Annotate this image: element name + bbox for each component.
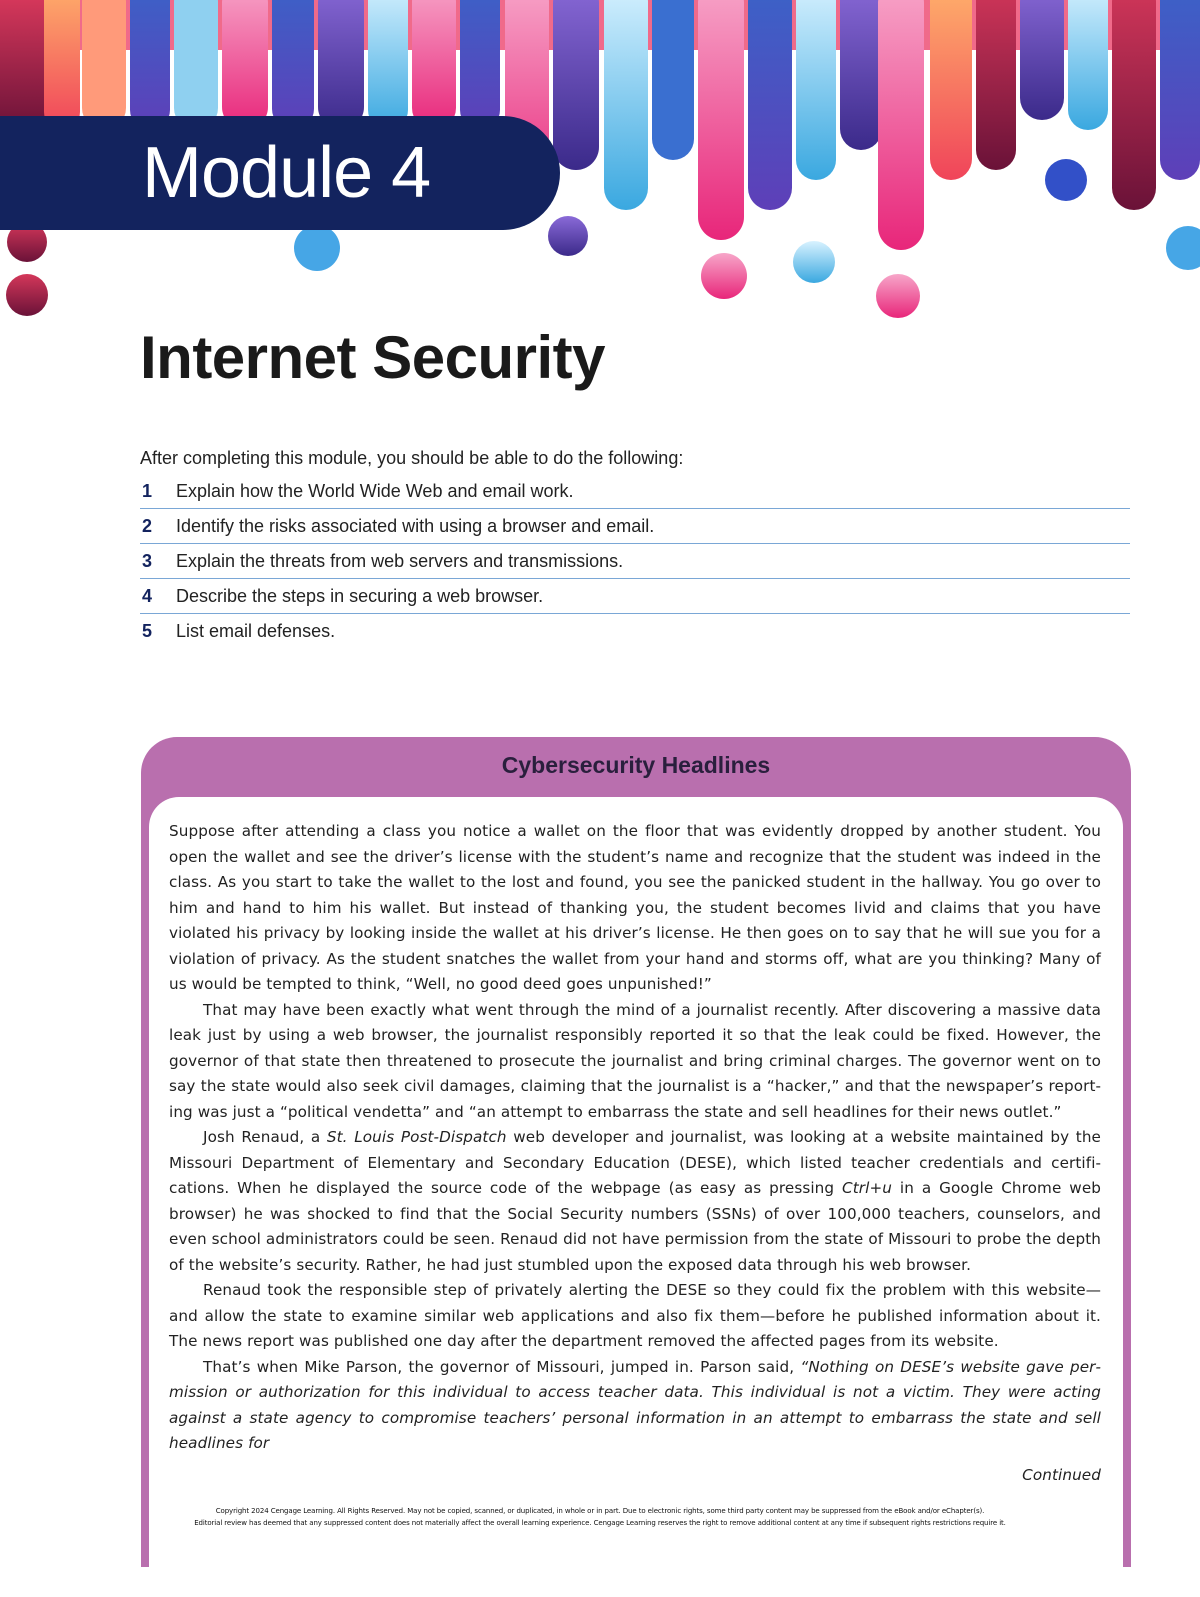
copyright-line: Editorial review has deemed that any suppressed content does not materially affect the overall learning experience. Cengage Learning reserves the right to remove additional content at any time if subsequent rights restrictions require it. [194,1519,1006,1527]
copyright-line: Copyright 2024 Cengage Learning. All Rights Reserved. May not be copied, scanned, or duplicated, in whole or in part. Due to electronic rights, some third party content may be suppressed from the eBook and/or eChapter(s). [215,1507,985,1515]
objective-item [140,614,1130,648]
objective-item [140,509,1130,544]
copyright-footer [0,1505,1200,1529]
objective-item [140,544,1130,579]
objective-item [140,474,1130,509]
objective-number: 1 [142,480,153,501]
headlines-title: Cybersecurity Headlines [501,752,771,778]
objective-text: Identify the risks associated with using a browser and email. [176,515,655,536]
objective-text: List email defenses. [176,620,336,641]
page-title: Internet Security [140,324,605,391]
story-paragraph [169,1125,1101,1278]
headlines-story [169,819,1101,1488]
objective-number: 5 [142,620,153,641]
objective-number: 4 [142,585,153,606]
headlines-box [141,737,1131,1567]
objective-text: Explain how the World Wide Web and email work. [176,480,574,501]
story-text: That’s when Mike Parson, the governor of Missouri, jumped in. Parson said, [203,1357,801,1376]
objective-item [140,579,1130,614]
story-paragraph [169,1355,1101,1457]
objective-number: 3 [142,550,153,571]
objective-text: Explain the threats from web servers and transmissions. [176,550,624,571]
objective-text: Describe the steps in securing a web browser. [176,585,544,606]
story-paragraph: That may have been exactly what went through the mind of a journalist recently. After discovering a massive data leak just by using a web browser, the journalist responsibly reported it so that the leak could be fixed. However, the governor of that state then threatened to prosecute the journalist and bring criminal charges. The governor went on to say the state would also seek civil damages, claiming that the journalist is a “hacker,” and that the newspaper’s reporting was just a “political vendetta” and “an attempt to embarrass the state and sell headlines for their news outlet.” [169,1000,1101,1121]
story-text: web developer and journalist, was looking at a website maintained by the Missouri Department of Elementary and Secondary Education (DESE), which listed teacher credentials and certifications. When he displayed the source code of the webpage (as easy as pressing [169,1128,1101,1197]
story-paragraph: Suppose after attending a class you notice a wallet on the floor that was evidently dropped by another student. You open the wallet and see the driver’s license with the student’s name and recognize that the student was indeed in the class. As you start to take the wallet to the lost and found, you see the panicked student in the hallway. You go over to him and hand to him his wallet. But instead of thanking you, the student becomes livid and claims that you have violated his privacy by looking inside the wallet at his driver’s license. He then goes on to say that he will sue you for a violation of privacy. As the student snatches the wallet from your hand and storms off, what are you thinking? Many of us would be tempted to think, “Well, no good deed goes unpunished!” [169,822,1101,993]
module-label: Module 4 [142,133,431,213]
continued-label: Continued [1022,1465,1101,1484]
keyboard-shortcut: Ctrl+u [842,1179,893,1197]
objective-number: 2 [142,515,153,536]
objectives-intro: After completing this module, you should be able to do the following: [140,448,684,468]
story-text: in a Google Chrome web browser) he was shocked to find that the Social Security numbers (SSNs) of over 100,000 teachers, counselors, and even school administrators could be seen. Renaud did not have permission from the state of Missouri to probe the depth of the website’s security. Rather, he had just stumbled upon the exposed data through his web browser. [169,1179,1101,1274]
objectives-list [140,474,1130,648]
governor-quote: “Nothing on DESE’s website gave permission or authorization for this individual to access teacher data. This individual is not a victim. They were acting against a state agency to compromise teachers’ personal information in an attempt to embarrass the state and sell headlines for [169,1357,1102,1452]
headlines-body [149,797,1123,1597]
story-paragraph: Renaud took the responsible step of privately alerting the DESE so they could fix the problem with this website—and allow the state to examine similar web applications and also fix them—before he published information about it. The news report was published one day after the department removed the affected pages from its website. [169,1281,1101,1350]
story-text: Josh Renaud, a [203,1128,327,1146]
publication-name: St. Louis Post-Dispatch [326,1128,507,1146]
